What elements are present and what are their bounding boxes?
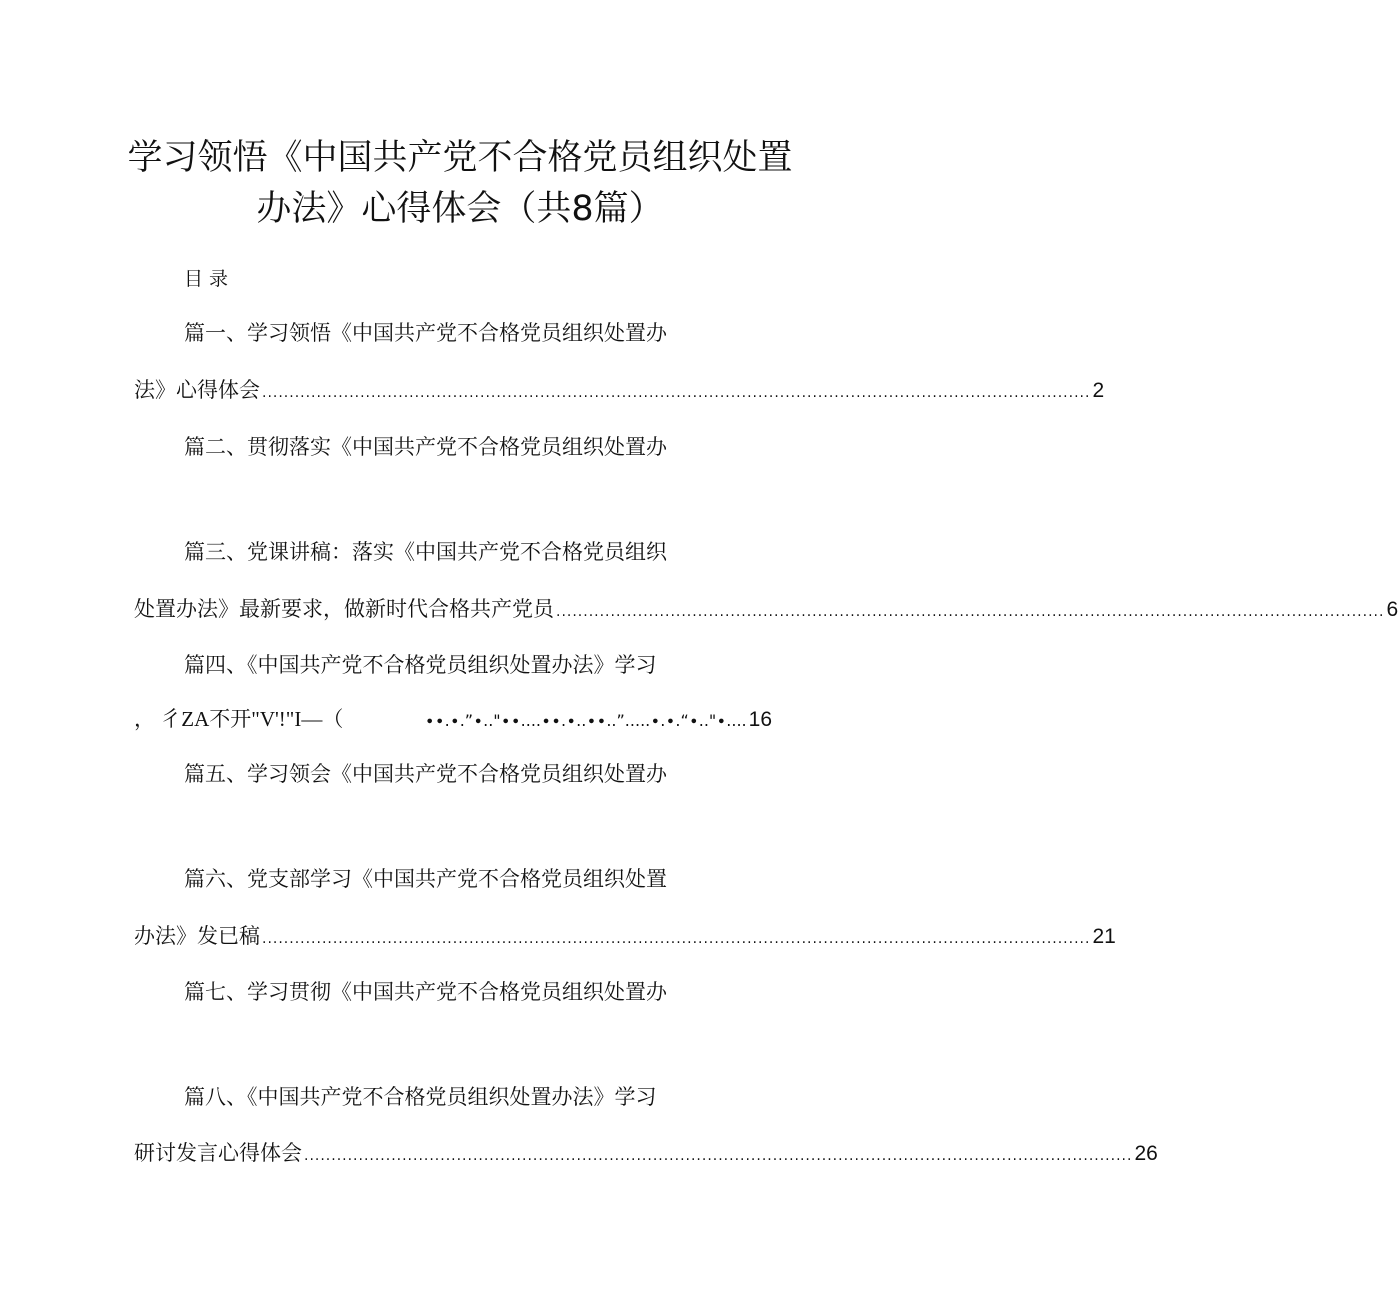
toc-entry-8-text: 研讨发言心得体会: [134, 1141, 302, 1165]
toc-entry-8-page: 26: [1134, 1142, 1158, 1165]
toc-entry-3-line-1[interactable]: 篇三、党课讲稿：落实《中国共产党不合格党员组织: [184, 540, 667, 564]
toc-entry-6-text: 办法》发已稿: [134, 924, 260, 948]
toc-entry-4-line-2[interactable]: [134, 704, 772, 736]
toc-entry-6-leader: ........................................................................................................................................................: [262, 931, 1091, 947]
toc-entry-6-line-2[interactable]: [134, 921, 1116, 954]
toc-entry-6-page: 21: [1092, 925, 1116, 948]
toc-entry-8-line-2[interactable]: [134, 1138, 1158, 1171]
toc-entry-6-line-1[interactable]: 篇六、党支部学习《中国共产党不合格党员组织处置: [184, 867, 667, 891]
toc-entry-1-line-2[interactable]: [134, 375, 1105, 408]
toc-entry-1-leader: ........................................................................................................................................................: [262, 385, 1091, 401]
toc-entry-3-line-2[interactable]: [134, 594, 1398, 627]
toc-entry-3-leader: ........................................................................................................................................................: [556, 604, 1385, 620]
toc-entry-3-page: 6: [1386, 598, 1398, 621]
toc-entry-4-leader: ∙∙.∙.”∙.."∙∙....∙∙.∙..∙∙..”.....∙.∙.“∙.."∙....: [424, 711, 747, 730]
toc-entry-4-text: ， 彳ZA不开"V'!"I—（: [134, 707, 344, 731]
toc-entry-4-page: 16: [748, 708, 772, 731]
toc-entry-1-line-1[interactable]: 篇一、学习领悟《中国共产党不合格党员组织处置办: [184, 321, 667, 345]
toc-entry-5-line-1[interactable]: 篇五、学习领会《中国共产党不合格党员组织处置办: [184, 762, 667, 786]
document-title-line-2: 办法》心得体会（共8篇）: [256, 189, 664, 229]
toc-heading: 目录: [184, 268, 235, 290]
toc-entry-7-line-1[interactable]: 篇七、学习贯彻《中国共产党不合格党员组织处置办: [184, 980, 667, 1004]
toc-entry-2-line-1[interactable]: 篇二、贯彻落实《中国共产党不合格党员组织处置办: [184, 435, 667, 459]
toc-entry-8-leader: ........................................................................................................................................................: [304, 1148, 1133, 1164]
document-title-line-1: 学习领悟《中国共产党不合格党员组织处置: [127, 138, 793, 178]
toc-entry-4-line-1[interactable]: 篇四、《中国共产党不合格党员组织处置办法》学习: [184, 653, 657, 677]
toc-entry-3-text: 处置办法》最新要求，做新时代合格共产党员: [134, 597, 554, 621]
toc-entry-1-page: 2: [1092, 379, 1105, 402]
toc-entry-8-line-1[interactable]: 篇八、《中国共产党不合格党员组织处置办法》学习: [184, 1085, 657, 1109]
toc-entry-1-text: 法》心得体会: [134, 378, 260, 402]
